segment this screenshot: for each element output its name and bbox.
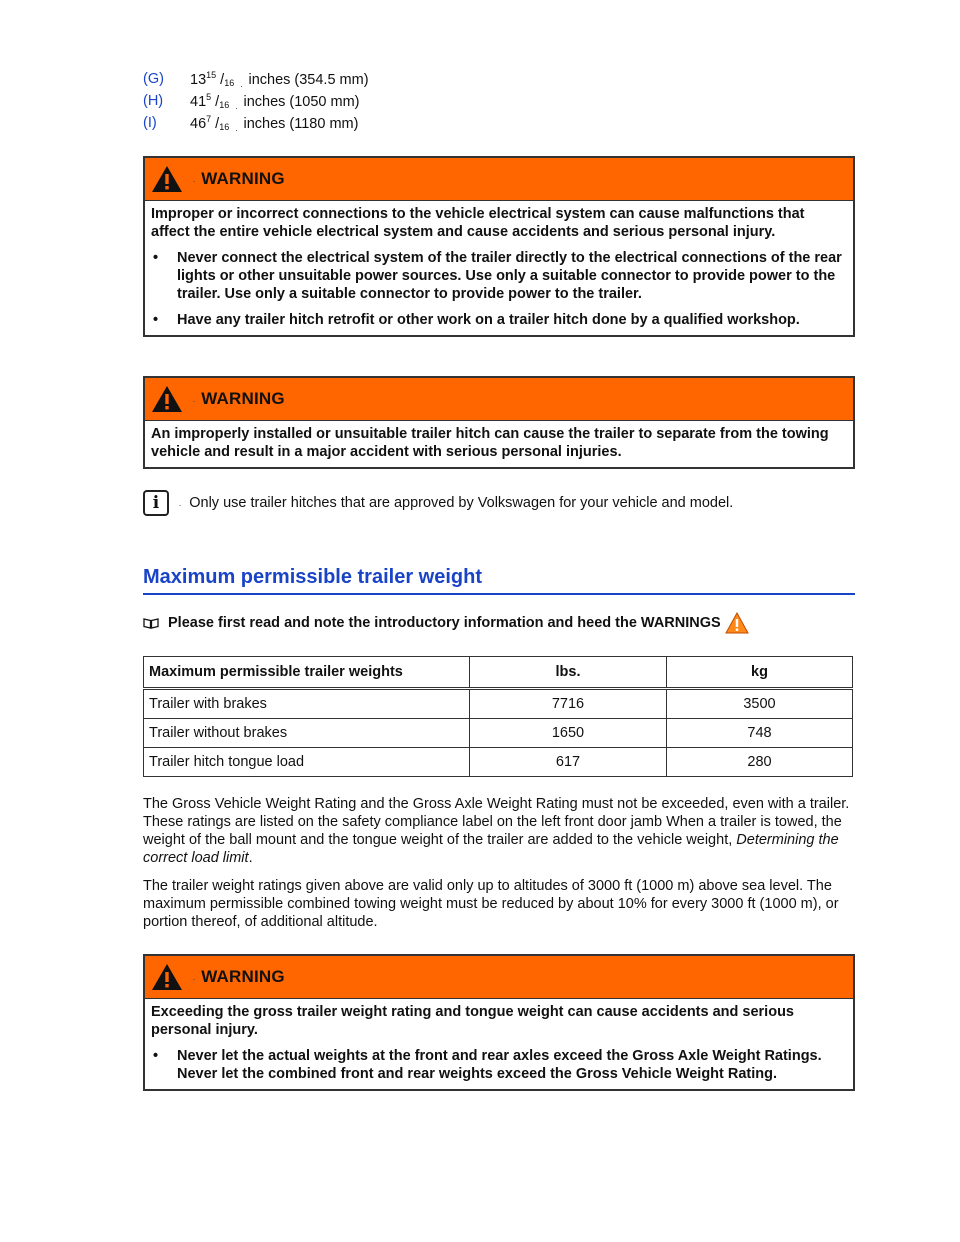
warning-triangle-icon xyxy=(151,165,183,193)
warning-title: WARNING xyxy=(201,967,285,986)
dimension-row-h xyxy=(143,90,369,112)
section-intro xyxy=(143,612,749,634)
cross-reference-link[interactable]: Determining the correct load limit xyxy=(143,832,839,866)
warning-intro: An improperly installed or unsuitable trailer hitch can cause the trailer to separate from the towing vehicle and result in a major accident with serious personal injuries. xyxy=(151,426,829,460)
table-row xyxy=(144,719,853,748)
warning-triangle-icon[interactable] xyxy=(725,612,749,634)
warning-header: . WARNING xyxy=(145,378,853,420)
dimension-label: (I) xyxy=(143,115,157,131)
dimension-row-i xyxy=(143,112,369,134)
table-header: lbs. xyxy=(470,657,667,689)
info-icon: i xyxy=(143,490,169,516)
section-intro-text: Please first read and note the introductory information and heed the WARNINGS xyxy=(168,615,721,631)
warning-body xyxy=(145,200,853,335)
dimension-value: $13^{15}$ $/_{16}$ $_.$ inches (354.5 mm) xyxy=(190,69,369,89)
table-header: kg xyxy=(667,657,853,689)
warning-triangle-icon xyxy=(151,963,183,991)
warning-bullet: • Have any trailer hitch retrofit or other work on a trailer hitch done by a qualified workshop. xyxy=(153,312,800,328)
warning-triangle-icon xyxy=(151,385,183,413)
table-cell: 748 xyxy=(667,719,853,748)
warning-title: WARNING xyxy=(201,169,285,188)
section-title: Maximum permissible trailer weight xyxy=(143,566,855,595)
dimension-value: $46^7$ $/_{16}$ $_.$ inches (1180 mm) xyxy=(190,113,359,133)
table-header-row xyxy=(144,657,853,689)
book-icon xyxy=(143,617,159,629)
dimension-value: $41^5$ $/_{16}$ $_.$ inches (1050 mm) xyxy=(190,91,360,111)
table-cell: 3500 xyxy=(667,689,853,719)
warning-bullet: • Never connect the electrical system of the trailer directly to the electrical connections of the rear lights or other unsuitable power sources. Use only a suitable connector to provide power to the trailer. Use only a suitable connector to provide power to the trailer. xyxy=(153,250,842,302)
table-row xyxy=(144,689,853,719)
table-cell: Trailer without brakes xyxy=(144,719,470,748)
warning-box-hitch xyxy=(143,376,855,469)
table-header: Maximum permissible trailer weights xyxy=(144,657,470,689)
dimension-label: (G) xyxy=(143,71,164,87)
warning-bullet: • Never let the actual weights at the front and rear axles exceed the Gross Axle Weight Ratings. Never let the combined front and rear weights exceed the Gross Vehicle Weight Rating. xyxy=(153,1048,822,1082)
table-cell: 617 xyxy=(470,748,667,777)
warning-intro: Improper or incorrect connections to the vehicle electrical system can cause malfunctions that affect the entire vehicle electrical system and cause accidents and serious personal injury. xyxy=(151,206,805,240)
table-cell: 7716 xyxy=(470,689,667,719)
note-text: Only use trailer hitches that are approved by Volkswagen for your vehicle and model. xyxy=(189,495,734,511)
warning-title: WARNING xyxy=(201,389,285,408)
table-row xyxy=(144,748,853,777)
table-cell: 280 xyxy=(667,748,853,777)
paragraph-weight-ratings: The Gross Vehicle Weight Rating and the Gross Axle Weight Rating must not be exceeded, even with a trailer. These ratings are listed on the safety compliance label on the left front door jamb When a trailer is towed, the weight of the ball mount and the tongue weight of the trailer are added to the vehicle weight, Determining the correct load limit. xyxy=(143,796,850,866)
paragraph-altitude: The trailer weight ratings given above are valid only up to altitudes of 3000 ft (1000 m) above sea level. The maximum permissible combined towing weight must be reduced by about 10% for every 3000 ft (1000 m), or portion thereof, of additional altitude. xyxy=(143,878,839,930)
dimension-row-g xyxy=(143,68,369,90)
warning-box-weight xyxy=(143,954,855,1091)
warning-header: . WARNING xyxy=(145,158,853,200)
warning-body xyxy=(145,998,853,1089)
dimension-list xyxy=(143,68,369,134)
table-cell: Trailer with brakes xyxy=(144,689,470,719)
table-cell: 1650 xyxy=(470,719,667,748)
table-cell: Trailer hitch tongue load xyxy=(144,748,470,777)
warning-body xyxy=(145,420,853,467)
dimension-label: (H) xyxy=(143,93,164,109)
trailer-weight-table xyxy=(143,656,853,777)
warning-intro: Exceeding the gross trailer weight rating and tongue weight can cause accidents and serious personal injury. xyxy=(151,1004,794,1038)
warning-box-electrical xyxy=(143,156,855,337)
warning-header: . WARNING xyxy=(145,956,853,998)
note: i . Only use trailer hitches that are approved by Volkswagen for your vehicle and model. xyxy=(143,490,733,516)
